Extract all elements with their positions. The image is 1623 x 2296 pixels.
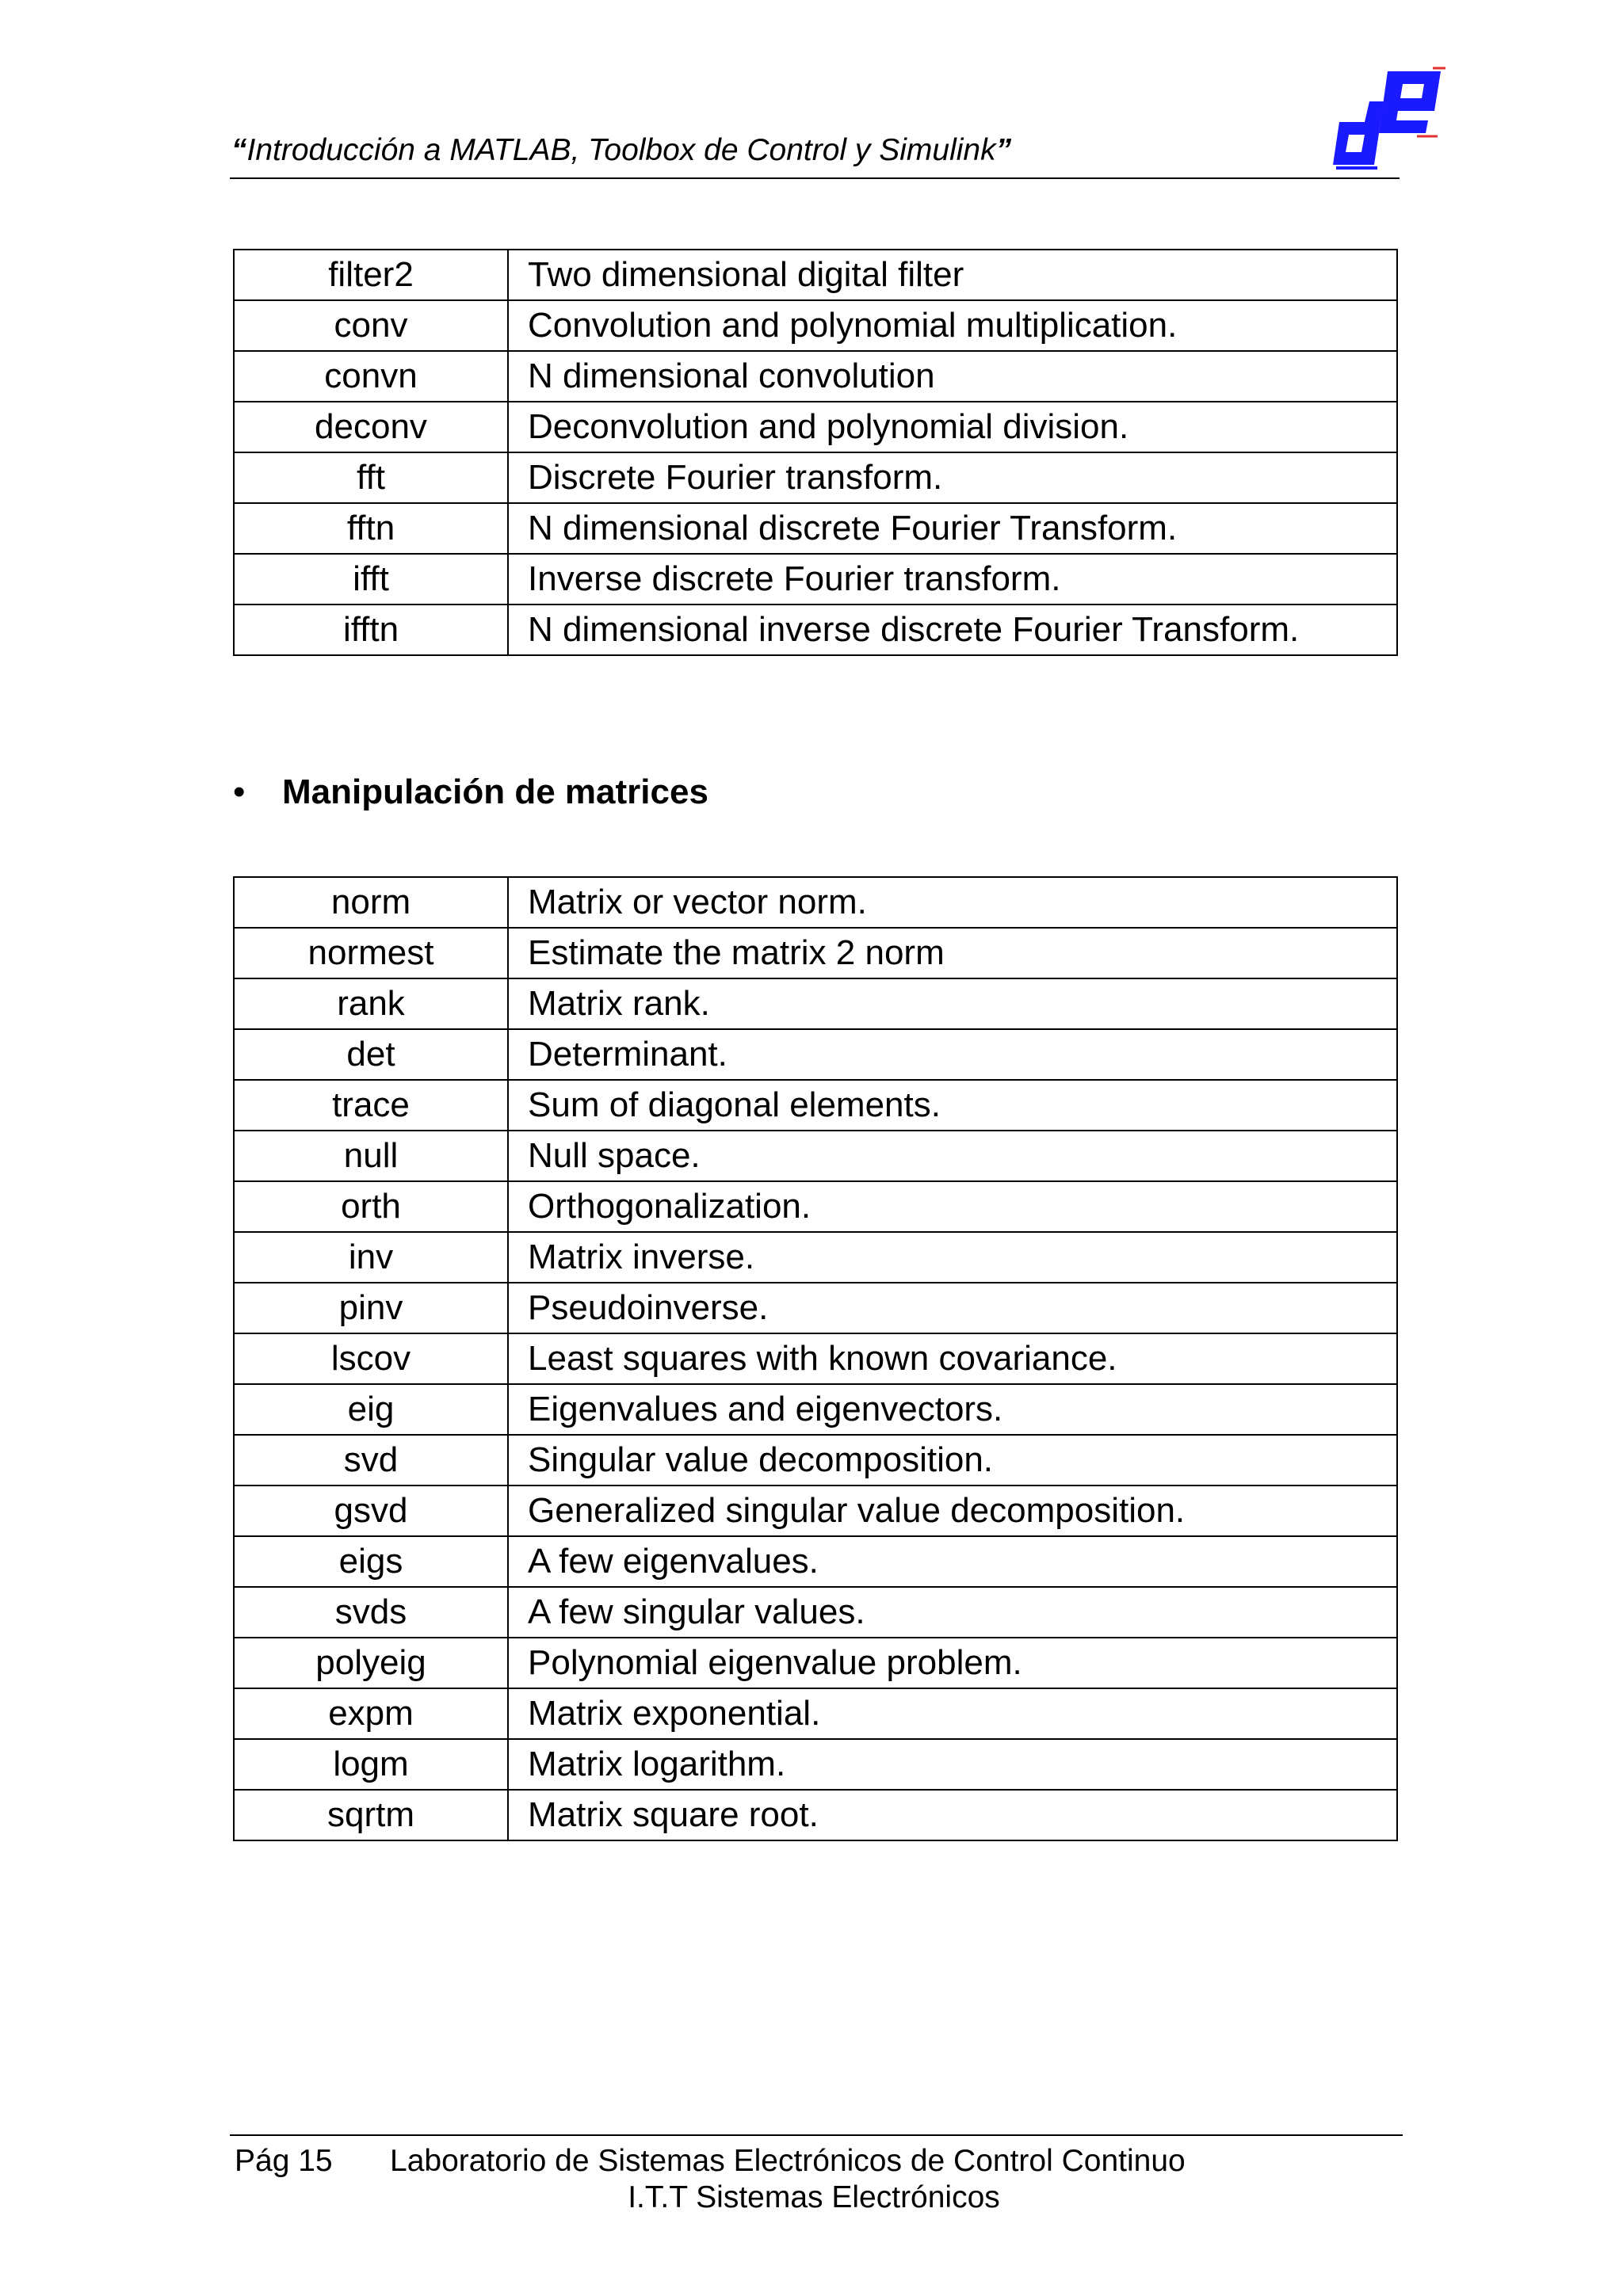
function-description: Singular value decomposition.	[508, 1435, 1397, 1486]
function-name: filter2	[234, 250, 508, 300]
function-name: logm	[234, 1739, 508, 1790]
table-row	[234, 1029, 1397, 1080]
table-row	[234, 1384, 1397, 1435]
function-name: orth	[234, 1181, 508, 1232]
matrix-functions-table	[233, 876, 1398, 1841]
section-heading-text: Manipulación de matrices	[282, 772, 708, 811]
function-description: Matrix square root.	[508, 1790, 1397, 1840]
function-name: null	[234, 1131, 508, 1181]
function-description: A few eigenvalues.	[508, 1536, 1397, 1587]
table-row	[234, 1131, 1397, 1181]
de-logo-icon	[1322, 63, 1449, 174]
table-row	[234, 402, 1397, 452]
function-description: Convolution and polynomial multiplication.	[508, 300, 1397, 351]
table-row	[234, 877, 1397, 928]
table-row	[234, 1283, 1397, 1333]
function-name: fftn	[234, 503, 508, 554]
function-name: inv	[234, 1232, 508, 1283]
table-row	[234, 1790, 1397, 1840]
function-name: normest	[234, 928, 508, 978]
function-description: N dimensional inverse discrete Fourier Transform.	[508, 605, 1397, 655]
footer-lab-name: Laboratorio de Sistemas Electrónicos de Control Continuo	[390, 2144, 1186, 2178]
function-name: deconv	[234, 402, 508, 452]
function-description: Discrete Fourier transform.	[508, 452, 1397, 503]
function-name: pinv	[234, 1283, 508, 1333]
table-row	[234, 1739, 1397, 1790]
function-description: Matrix rank.	[508, 978, 1397, 1029]
function-description: Two dimensional digital filter	[508, 250, 1397, 300]
function-description: Pseudoinverse.	[508, 1283, 1397, 1333]
function-name: det	[234, 1029, 508, 1080]
function-description: Estimate the matrix 2 norm	[508, 928, 1397, 978]
function-name: ifft	[234, 554, 508, 605]
function-name: svds	[234, 1587, 508, 1638]
table-row	[234, 1486, 1397, 1536]
table-row	[234, 928, 1397, 978]
table-row	[234, 554, 1397, 605]
table-row	[234, 1688, 1397, 1739]
page-number: Pág 15	[235, 2144, 333, 2178]
function-name: convn	[234, 351, 508, 402]
footer-divider	[230, 2134, 1403, 2136]
function-description: A few singular values.	[508, 1587, 1397, 1638]
header-divider	[230, 177, 1400, 179]
function-description: Matrix inverse.	[508, 1232, 1397, 1283]
table-row	[234, 452, 1397, 503]
header-quote-close: ”	[995, 133, 1012, 167]
function-name: eigs	[234, 1536, 508, 1587]
function-description: Eigenvalues and eigenvectors.	[508, 1384, 1397, 1435]
filter-functions-table	[233, 249, 1398, 656]
table-row	[234, 351, 1397, 402]
function-description: Determinant.	[508, 1029, 1397, 1080]
table-row	[234, 1181, 1397, 1232]
function-name: gsvd	[234, 1486, 508, 1536]
page-header-title	[231, 133, 1011, 168]
function-description: Matrix or vector norm.	[508, 877, 1397, 928]
function-description: N dimensional convolution	[508, 351, 1397, 402]
function-name: ifftn	[234, 605, 508, 655]
bullet-icon: •	[233, 772, 246, 811]
table-row	[234, 1587, 1397, 1638]
function-name: norm	[234, 877, 508, 928]
function-description: Deconvolution and polynomial division.	[508, 402, 1397, 452]
function-description: Null space.	[508, 1131, 1397, 1181]
function-description: Orthogonalization.	[508, 1181, 1397, 1232]
function-description: Generalized singular value decomposition.	[508, 1486, 1397, 1536]
table-row	[234, 1333, 1397, 1384]
table-row	[234, 1638, 1397, 1688]
function-description: Matrix logarithm.	[508, 1739, 1397, 1790]
table-row	[234, 1435, 1397, 1486]
function-name: rank	[234, 978, 508, 1029]
table-row	[234, 1080, 1397, 1131]
table-row	[234, 978, 1397, 1029]
section-heading	[233, 772, 708, 812]
footer-degree-name: I.T.T Sistemas Electrónicos	[628, 2180, 1000, 2214]
function-name: svd	[234, 1435, 508, 1486]
table-row	[234, 300, 1397, 351]
header-quote-open: “	[231, 133, 247, 167]
table-row	[234, 503, 1397, 554]
table-row	[234, 1232, 1397, 1283]
table-row	[234, 1536, 1397, 1587]
function-name: expm	[234, 1688, 508, 1739]
function-description: Least squares with known covariance.	[508, 1333, 1397, 1384]
table-row	[234, 250, 1397, 300]
function-description: Sum of diagonal elements.	[508, 1080, 1397, 1131]
function-description: Polynomial eigenvalue problem.	[508, 1638, 1397, 1688]
function-name: lscov	[234, 1333, 508, 1384]
table-row	[234, 605, 1397, 655]
function-name: fft	[234, 452, 508, 503]
header-title-text: Introducción a MATLAB, Toolbox de Control y Simulink	[246, 133, 996, 167]
function-name: polyeig	[234, 1638, 508, 1688]
function-name: sqrtm	[234, 1790, 508, 1840]
function-name: conv	[234, 300, 508, 351]
function-description: Matrix exponential.	[508, 1688, 1397, 1739]
function-name: eig	[234, 1384, 508, 1435]
function-description: Inverse discrete Fourier transform.	[508, 554, 1397, 605]
function-description: N dimensional discrete Fourier Transform.	[508, 503, 1397, 554]
function-name: trace	[234, 1080, 508, 1131]
